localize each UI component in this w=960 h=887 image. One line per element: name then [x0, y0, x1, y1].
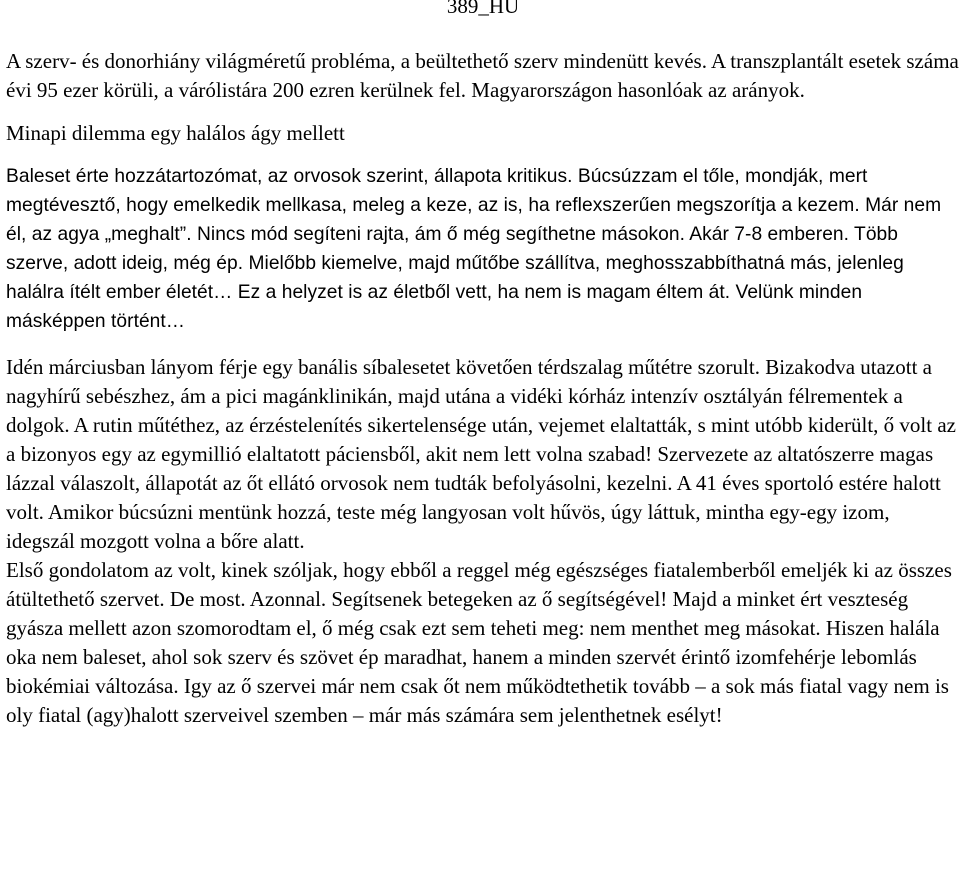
story-paragraph-1: Baleset érte hozzátartozómat, az orvosok szerint, állapota kritikus. Búcsúzzam el tőle, mondják, mert megtévesztő, hogy emelkedik mellkasa, meleg a keze, az is, ha reflexszerűen megszorítja a kezem. Már nem él, az agya „meghalt”. Nincs mód segíteni rajta, ám ő még segíthetne másokon. Akár 7-8 emberen. Több szerve, adott ideig, még ép. Mielőbb kiemelve, majd műtőbe szállítva, meghosszabbíthatná más, jelenleg halálra ítélt ember életét… Ez a helyzet is az életből vett, ha nem is magam éltem át. Velünk minden másképpen történt…	[6, 166, 942, 332]
page-label: 389_HU	[446, 0, 520, 18]
section-heading: Minapi dilemma egy halálos ágy mellett	[6, 121, 345, 145]
story-paragraph-2: Idén márciusban lányom férje egy banális síbalesetet követően térdszalag műtétre szorult. Bizakodva utazott a nagyhírű sebészhez, ám a pici magánklinikán, majd utána a vidéki kórház intenzív osztályán félrementek a dolgok. A rutin műtéthez, az érzéstelenítés sikertelensége után, vejemet elaltatták, s mint utóbb kiderült, ő volt az a bizonyos egy az egymillió elaltatott páciensből, akit nem lett volna szabad! Szervezete az altatószerre magas lázzal válaszolt, állapotát az őt ellátó orvosok nem tudták befolyásolni, kezelni. A 41 éves sportoló estére halott volt. Amikor búcsúzni mentünk hozzá, teste még langyosan volt hűvös, úgy láttuk, mintha egy-egy izom, idegszál mozgott volna a bőre alatt.	[6, 355, 956, 553]
document-page	[6, 0, 960, 730]
story-paragraph-3: Első gondolatom az volt, kinek szóljak, hogy ebből a reggel még egészséges fiatalemberből emeljék ki az összes átültethető szervet. De most. Azonnal. Segítsenek betegeken az ő segítségével! Majd a minket ért veszteség gyásza mellett azon szomorodtam el, ő még csak ezt sem teheti meg: nem menthet meg másokat. Hiszen halála oka nem baleset, ahol sok szerv és szövet ép maradhat, hanem a minden szervét érintő izomfehérje lebomlás biokémiai változása. Igy az ő szervei már nem csak őt nem működtethetik tovább – a sok más fiatal vagy nem is oly fiatal (agy)halott szerveivel szemben – már más számára sem jelenthetnek esélyt!	[6, 558, 952, 727]
intro-paragraph: A szerv- és donorhiány világméretű probléma, a beültethető szerv mindenütt kevés. A transzplantált esetek száma évi 95 ezer körüli, a várólistára 200 ezren kerülnek fel. Magyarországon hasonlóak az arányok.	[6, 49, 959, 102]
